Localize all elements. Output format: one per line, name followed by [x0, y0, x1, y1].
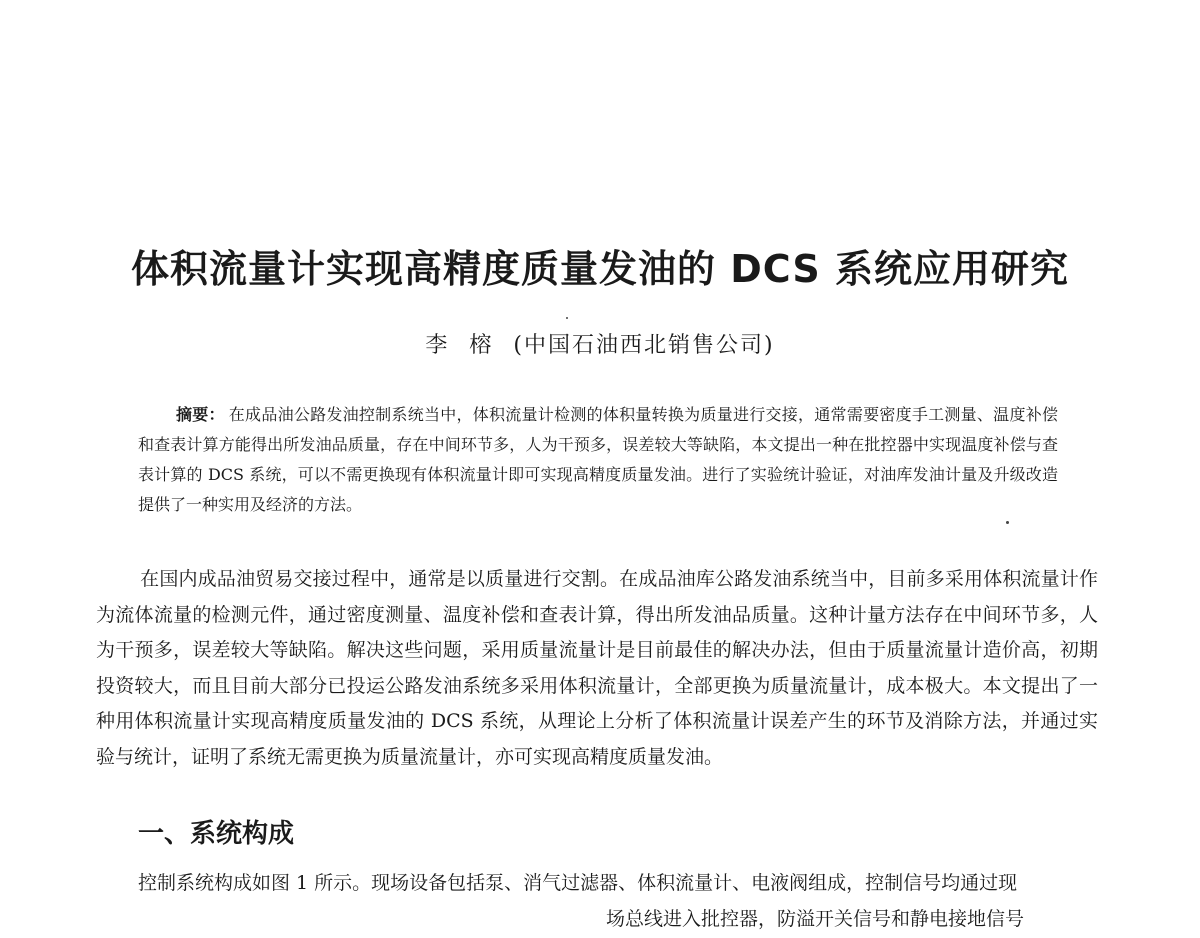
author-affiliation: (中国石油西北销售公司)	[513, 333, 775, 358]
intro-paragraph-text: 在国内成品油贸易交接过程中，通常是以质量进行交割。在成品油库公路发油系统当中，目前多采用体积流量计作为流体流量的检测元件，通过密度测量、温度补偿和查表计算，得出所发油品质量。这种计量方法存在中间环节多，人为干预多，误差较大等缺陷。解决这些问题，采用质量流量计是目前最佳的解决办法，但由于质量流量计造价高，初期投资较大，而且目前大部分已投运公路发油系统多采用体积流量计，全部更换为质量流量计，成本极大。本文提出了一种用体积流量计实现高精度质量发油的 DCS 系统，从理论上分析了体积流量计误差产生的环节及消除方法，并通过实验与统计，证明了系统无需更换为质量流量计，亦可实现高精度质量发油。	[96, 568, 1098, 768]
scan-speck	[566, 317, 568, 319]
abstract-text: 在成品油公路发油控制系统当中，体积流量计检测的体积量转换为质量进行交接，通常需要密度手工测量、温度补偿和查表计算方能得出所发油品质量，存在中间环节多，人为干预多，误差较大等缺陷，本文提出一种在批控器中实现温度补偿与查表计算的 DCS 系统，可以不需更换现有体积流量计即可实现高精度质量发油。进行了实验统计验证，对油库发油计量及升级改造提供了一种实用及经济的方法。	[138, 405, 1058, 514]
author-name: 李榕	[425, 333, 514, 358]
scan-speck	[1006, 521, 1009, 524]
intro-paragraph	[96, 562, 1098, 775]
author-line	[0, 328, 1200, 359]
paper-title: 体积流量计实现高精度质量发油的 DCS 系统应用研究	[131, 247, 1069, 291]
section-1-paragraph: 控制系统构成如图 1 所示。现场设备包括泵、消气过滤器、体积流量计、电液阀组成，控制信号均通过现	[138, 872, 1018, 894]
abstract	[138, 400, 1058, 520]
section-heading: 一、系统构成	[138, 819, 295, 849]
section-1-paragraph-cutoff: 场总线进入批控器，防溢开关信号和静电接地信号	[606, 908, 1025, 930]
abstract-label: 摘要：	[176, 405, 225, 424]
